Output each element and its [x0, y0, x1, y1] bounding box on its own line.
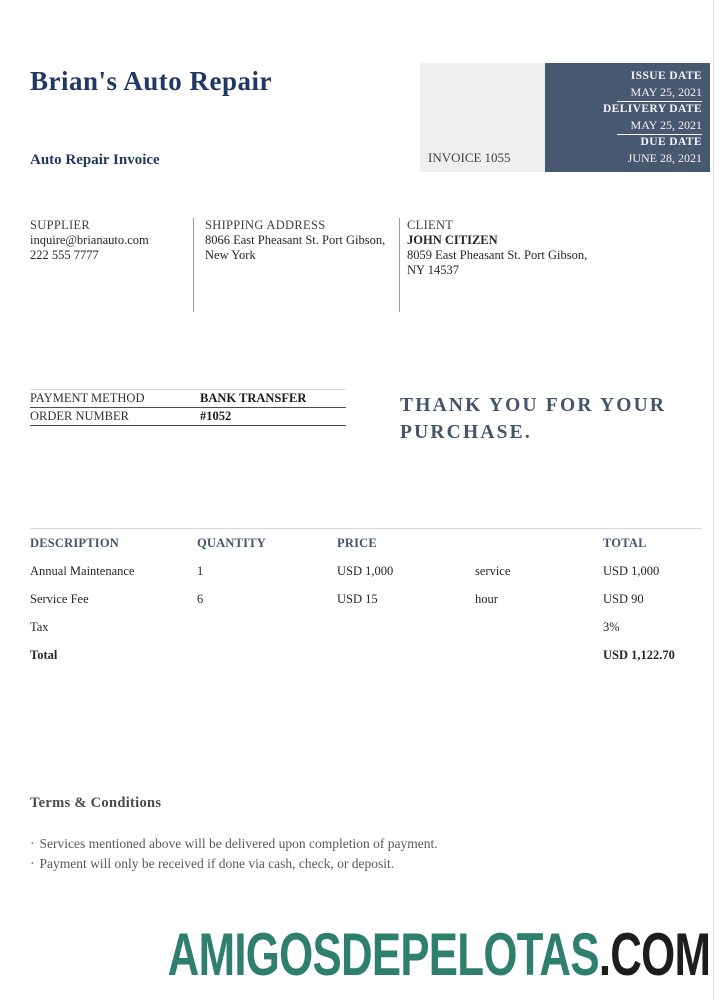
item-quantity: 6 [197, 592, 204, 606]
client-line2: NY 14537 [407, 263, 459, 277]
header-total: TOTAL [603, 536, 647, 550]
delivery-date-value: MAY 25, 2021 [617, 118, 702, 135]
item-total: USD 90 [603, 592, 644, 606]
client-heading: CLIENT [407, 218, 454, 232]
column-divider [193, 218, 194, 312]
item-unit: service [475, 564, 511, 578]
items-header-row [30, 536, 702, 551]
grand-total-value: USD 1,122.70 [603, 648, 675, 662]
payment-method-row [30, 390, 346, 408]
supplier-block [30, 218, 190, 263]
empty-cell [337, 648, 475, 663]
site-tld: .COM [598, 921, 710, 988]
tax-label: Tax [30, 620, 49, 634]
invoice-label: INVOICE [428, 150, 482, 165]
shipping-line1: 8066 East Pheasant St. Port Gibson, [205, 233, 386, 247]
shipping-address-block [205, 218, 390, 263]
scan-edge-line [713, 0, 714, 1000]
item-price: USD 15 [337, 592, 378, 606]
supplier-heading: SUPPLIER [30, 218, 91, 232]
terms-item: · Payment will only be received if done via cash, check, or deposit. [30, 854, 650, 874]
terms-item: · Services mentioned above will be delivered upon completion of payment. [30, 834, 650, 854]
empty-cell [475, 648, 603, 663]
invoice-number-line [428, 150, 510, 166]
order-number-label: ORDER NUMBER [30, 409, 129, 423]
empty-cell [475, 620, 603, 635]
terms-heading: Terms & Conditions [30, 795, 162, 811]
empty-cell [337, 620, 475, 635]
client-block [407, 218, 627, 278]
payment-method-label: PAYMENT METHOD [30, 391, 145, 405]
item-total: USD 1,000 [603, 564, 660, 578]
item-row [30, 592, 702, 607]
thank-you-note: THANK YOU FOR YOUR PURCHASE. [400, 395, 667, 444]
delivery-date-pair [553, 102, 702, 135]
invoice-number: 1055 [484, 150, 511, 165]
item-unit: hour [475, 592, 498, 606]
due-date-pair [553, 135, 702, 166]
dates-box [545, 63, 710, 172]
header-description: DESCRIPTION [30, 536, 120, 550]
header-unit [475, 536, 603, 551]
delivery-date-label: DELIVERY DATE [602, 103, 702, 115]
grand-total-label: Total [30, 648, 58, 662]
due-date-value: JUNE 28, 2021 [627, 151, 702, 165]
order-number-value: #1052 [200, 409, 232, 423]
client-name: JOHN CITIZEN [407, 233, 498, 247]
issue-date-value: MAY 25, 2021 [617, 85, 702, 102]
column-divider [399, 218, 400, 312]
tax-value: 3% [603, 620, 620, 634]
site-watermark [167, 921, 710, 988]
item-quantity: 1 [197, 564, 204, 578]
item-row [30, 564, 702, 579]
document-title: Auto Repair Invoice [30, 152, 160, 168]
item-price: USD 1,000 [337, 564, 394, 578]
tax-row [30, 620, 702, 635]
header-price: PRICE [337, 536, 377, 550]
terms-list [30, 834, 650, 874]
payment-method-value: BANK TRANSFER [200, 391, 307, 405]
payment-table [30, 389, 346, 426]
issue-date-label: ISSUE DATE [630, 70, 702, 82]
site-name: AMIGOSDEPELOTAS [167, 921, 599, 988]
empty-cell [197, 648, 337, 663]
supplier-email: inquire@brianauto.com [30, 233, 149, 247]
issue-date-pair [553, 69, 702, 102]
grand-total-row [30, 648, 702, 663]
item-description: Annual Maintenance [30, 564, 135, 578]
items-table [30, 528, 702, 663]
invoice-number-box [420, 63, 545, 172]
company-name: Brian's Auto Repair [30, 66, 273, 96]
item-description: Service Fee [30, 592, 89, 606]
supplier-phone: 222 555 7777 [30, 248, 99, 262]
client-line1: 8059 East Pheasant St. Port Gibson, [407, 248, 588, 262]
empty-cell [197, 620, 337, 635]
shipping-heading: SHIPPING ADDRESS [205, 218, 326, 232]
terms-section [30, 795, 650, 874]
header-quantity: QUANTITY [197, 536, 266, 550]
parties-section [0, 218, 720, 314]
shipping-line2: New York [205, 248, 256, 262]
due-date-label: DUE DATE [640, 136, 702, 148]
order-number-row [30, 408, 346, 426]
